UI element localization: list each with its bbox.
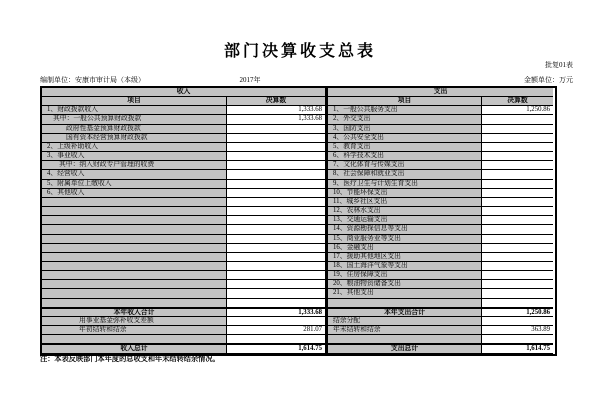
income-value-cell — [227, 170, 328, 179]
section-header-row — [42, 88, 555, 97]
table-row — [42, 244, 555, 253]
table-row — [42, 161, 555, 170]
income-value-cell — [227, 235, 328, 244]
income-item-cell: 4、经营收入 — [42, 170, 227, 179]
expense-item-cell: 4、公共安全支出 — [328, 134, 482, 143]
table-row — [42, 152, 555, 161]
income-item-column-header: 项目 — [42, 97, 227, 106]
income-item-cell — [42, 235, 227, 244]
footnote: 注：本表反映部门本年度的总收支和年末结转结余情况。 — [40, 355, 220, 363]
expense-item-cell: 3、国防支出 — [328, 125, 482, 134]
expense-value-cell — [482, 161, 553, 170]
income-item-cell: 1、财政拨款收入 — [42, 106, 227, 115]
expense-value-cell — [482, 152, 553, 161]
income-item-cell — [42, 253, 227, 262]
income-item-cell — [42, 271, 227, 280]
income-value-cell — [227, 280, 328, 289]
expense-amount-column-header: 决算数 — [482, 97, 553, 106]
expense-item-cell: 21、其他支出 — [328, 289, 482, 298]
income-section-header: 收入 — [42, 88, 328, 97]
expense-value-cell — [482, 115, 553, 124]
expense-value-cell — [482, 280, 553, 289]
income-summary-value-cell: 1,614.75 — [227, 344, 328, 353]
income-value-cell — [227, 244, 328, 253]
table-row — [42, 289, 555, 298]
expense-item-cell: 15、商业服务业等支出 — [328, 235, 482, 244]
income-value-cell — [227, 161, 328, 170]
income-summary-label-cell — [42, 335, 227, 344]
expense-summary-value-cell — [482, 317, 553, 326]
income-item-cell: 其中：一般公共预算财政拨款 — [42, 115, 227, 124]
expense-value-cell: 1,250.86 — [482, 106, 553, 115]
income-value-cell — [227, 152, 328, 161]
income-summary-label-cell: 用事业基金弥补收支差额 — [42, 317, 227, 326]
summary-row — [42, 326, 555, 335]
income-item-cell — [42, 280, 227, 289]
page-title: 部门决算收支总表 — [223, 43, 376, 60]
table-row — [42, 271, 555, 280]
income-value-cell — [227, 225, 328, 234]
income-item-cell: 其中：纳入财政专户管理的收费 — [42, 161, 227, 170]
table-row — [42, 216, 555, 225]
expense-summary-value-cell: 1,614.75 — [482, 344, 553, 353]
income-value-cell — [227, 216, 328, 225]
table-row — [42, 253, 555, 262]
income-summary-label-cell: 收入总计 — [42, 344, 227, 353]
expense-value-cell — [482, 189, 553, 198]
expense-summary-value-cell — [482, 335, 553, 344]
expense-summary-value-cell: 1,250.86 — [482, 308, 553, 317]
expense-item-cell: 17、援助其他地区支出 — [328, 253, 482, 262]
table-row — [42, 170, 555, 179]
expense-value-cell — [482, 271, 553, 280]
income-value-cell — [227, 262, 328, 271]
table-row — [42, 235, 555, 244]
income-summary-label-cell: 年初结转和结余 — [42, 326, 227, 335]
income-item-cell: 5、附属单位上缴收入 — [42, 180, 227, 189]
fiscal-year: 2017年 — [239, 76, 261, 84]
expense-item-cell: 19、住房保障支出 — [328, 271, 482, 280]
income-value-cell — [227, 289, 328, 298]
expense-value-cell — [482, 216, 553, 225]
table-row — [42, 134, 555, 143]
income-value-cell — [227, 134, 328, 143]
expense-value-cell — [482, 253, 553, 262]
expense-value-cell — [482, 289, 553, 298]
income-item-cell: 政府性基金预算财政拨款 — [42, 125, 227, 134]
expense-value-cell — [482, 125, 553, 134]
income-amount-column-header: 决算数 — [227, 97, 328, 106]
expense-summary-label-cell: 年末结转和结余 — [328, 326, 482, 335]
income-item-cell — [42, 299, 227, 308]
expense-item-cell: 9、医疗卫生与计划生育支出 — [328, 180, 482, 189]
expense-value-cell — [482, 244, 553, 253]
table-row — [42, 115, 555, 124]
expense-item-cell: 18、国土海洋气象等支出 — [328, 262, 482, 271]
table-row — [42, 198, 555, 207]
income-summary-label-cell: 本年收入合计 — [42, 308, 227, 317]
expense-item-cell: 14、资源勘探信息等支出 — [328, 225, 482, 234]
income-summary-value-cell — [227, 335, 328, 344]
income-item-cell — [42, 225, 227, 234]
income-value-cell — [227, 271, 328, 280]
income-item-cell — [42, 198, 227, 207]
income-item-cell: 6、其他收入 — [42, 189, 227, 198]
expense-value-cell — [482, 225, 553, 234]
expense-value-cell — [482, 262, 553, 271]
expense-item-column-header: 项目 — [328, 97, 482, 106]
summary-row — [42, 335, 555, 344]
income-summary-value-cell: 1,333.68 — [227, 308, 328, 317]
table-row — [42, 106, 555, 115]
table-row — [42, 189, 555, 198]
income-value-cell: 1,333.68 — [227, 106, 328, 115]
expense-item-cell: 2、外交支出 — [328, 115, 482, 124]
expense-item-cell: 5、教育支出 — [328, 143, 482, 152]
income-item-cell — [42, 216, 227, 225]
income-value-cell — [227, 180, 328, 189]
table-body — [42, 106, 555, 353]
income-item-cell: 2、上级补助收入 — [42, 143, 227, 152]
income-summary-value-cell: 281.07 — [227, 326, 328, 335]
expense-item-cell: 6、科学技术支出 — [328, 152, 482, 161]
income-value-cell — [227, 125, 328, 134]
expense-summary-value-cell: 363.89 — [482, 326, 553, 335]
expense-item-cell: 13、交通运输支出 — [328, 216, 482, 225]
expense-item-cell: 12、农林水支出 — [328, 207, 482, 216]
expense-value-cell — [482, 134, 553, 143]
expense-value-cell — [482, 207, 553, 216]
income-value-cell: 1,333.68 — [227, 115, 328, 124]
table-row — [42, 262, 555, 271]
income-item-cell: 国有资本经营预算财政拨款 — [42, 134, 227, 143]
income-value-cell — [227, 198, 328, 207]
expense-value-cell — [482, 198, 553, 207]
expense-item-cell: 10、节能环保支出 — [328, 189, 482, 198]
income-value-cell — [227, 299, 328, 308]
column-header-row — [42, 97, 555, 106]
expense-item-cell: 8、社会保障和就业支出 — [328, 170, 482, 179]
income-value-cell — [227, 143, 328, 152]
approval-table-code: 批复01表 — [545, 61, 573, 69]
amount-unit-note: 金额单位：万元 — [524, 76, 573, 84]
expense-value-cell — [482, 299, 553, 308]
expense-summary-label-cell: 结余分配 — [328, 317, 482, 326]
table-row — [42, 225, 555, 234]
table-row — [42, 207, 555, 216]
expense-value-cell — [482, 180, 553, 189]
expense-summary-label-cell — [328, 335, 482, 344]
summary-row — [42, 344, 555, 353]
expense-summary-label-cell: 本年支出合计 — [328, 308, 482, 317]
expense-item-cell: 7、文化体育与传媒支出 — [328, 161, 482, 170]
expense-value-cell — [482, 235, 553, 244]
expense-item-cell: 1、一般公共服务支出 — [328, 106, 482, 115]
expense-item-cell — [328, 299, 482, 308]
summary-row — [42, 308, 555, 317]
expense-item-cell: 20、粮油物资储备支出 — [328, 280, 482, 289]
income-item-cell — [42, 262, 227, 271]
expense-value-cell — [482, 170, 553, 179]
expense-item-cell: 16、金融支出 — [328, 244, 482, 253]
income-item-cell — [42, 207, 227, 216]
summary-row — [42, 317, 555, 326]
table-row — [42, 180, 555, 189]
expense-summary-label-cell: 支出总计 — [328, 344, 482, 353]
budget-summary-table — [40, 86, 557, 356]
expense-section-header: 支出 — [328, 88, 553, 97]
income-value-cell — [227, 189, 328, 198]
table-row — [42, 143, 555, 152]
prepared-by: 编制单位：安康市审计局（本级） — [40, 76, 145, 84]
expense-value-cell — [482, 143, 553, 152]
income-item-cell — [42, 289, 227, 298]
table-row — [42, 125, 555, 134]
income-summary-value-cell — [227, 317, 328, 326]
income-item-cell — [42, 244, 227, 253]
table-row — [42, 299, 555, 308]
table-row — [42, 280, 555, 289]
income-item-cell: 3、事业收入 — [42, 152, 227, 161]
income-value-cell — [227, 207, 328, 216]
expense-item-cell: 11、城乡社区支出 — [328, 198, 482, 207]
income-value-cell — [227, 253, 328, 262]
